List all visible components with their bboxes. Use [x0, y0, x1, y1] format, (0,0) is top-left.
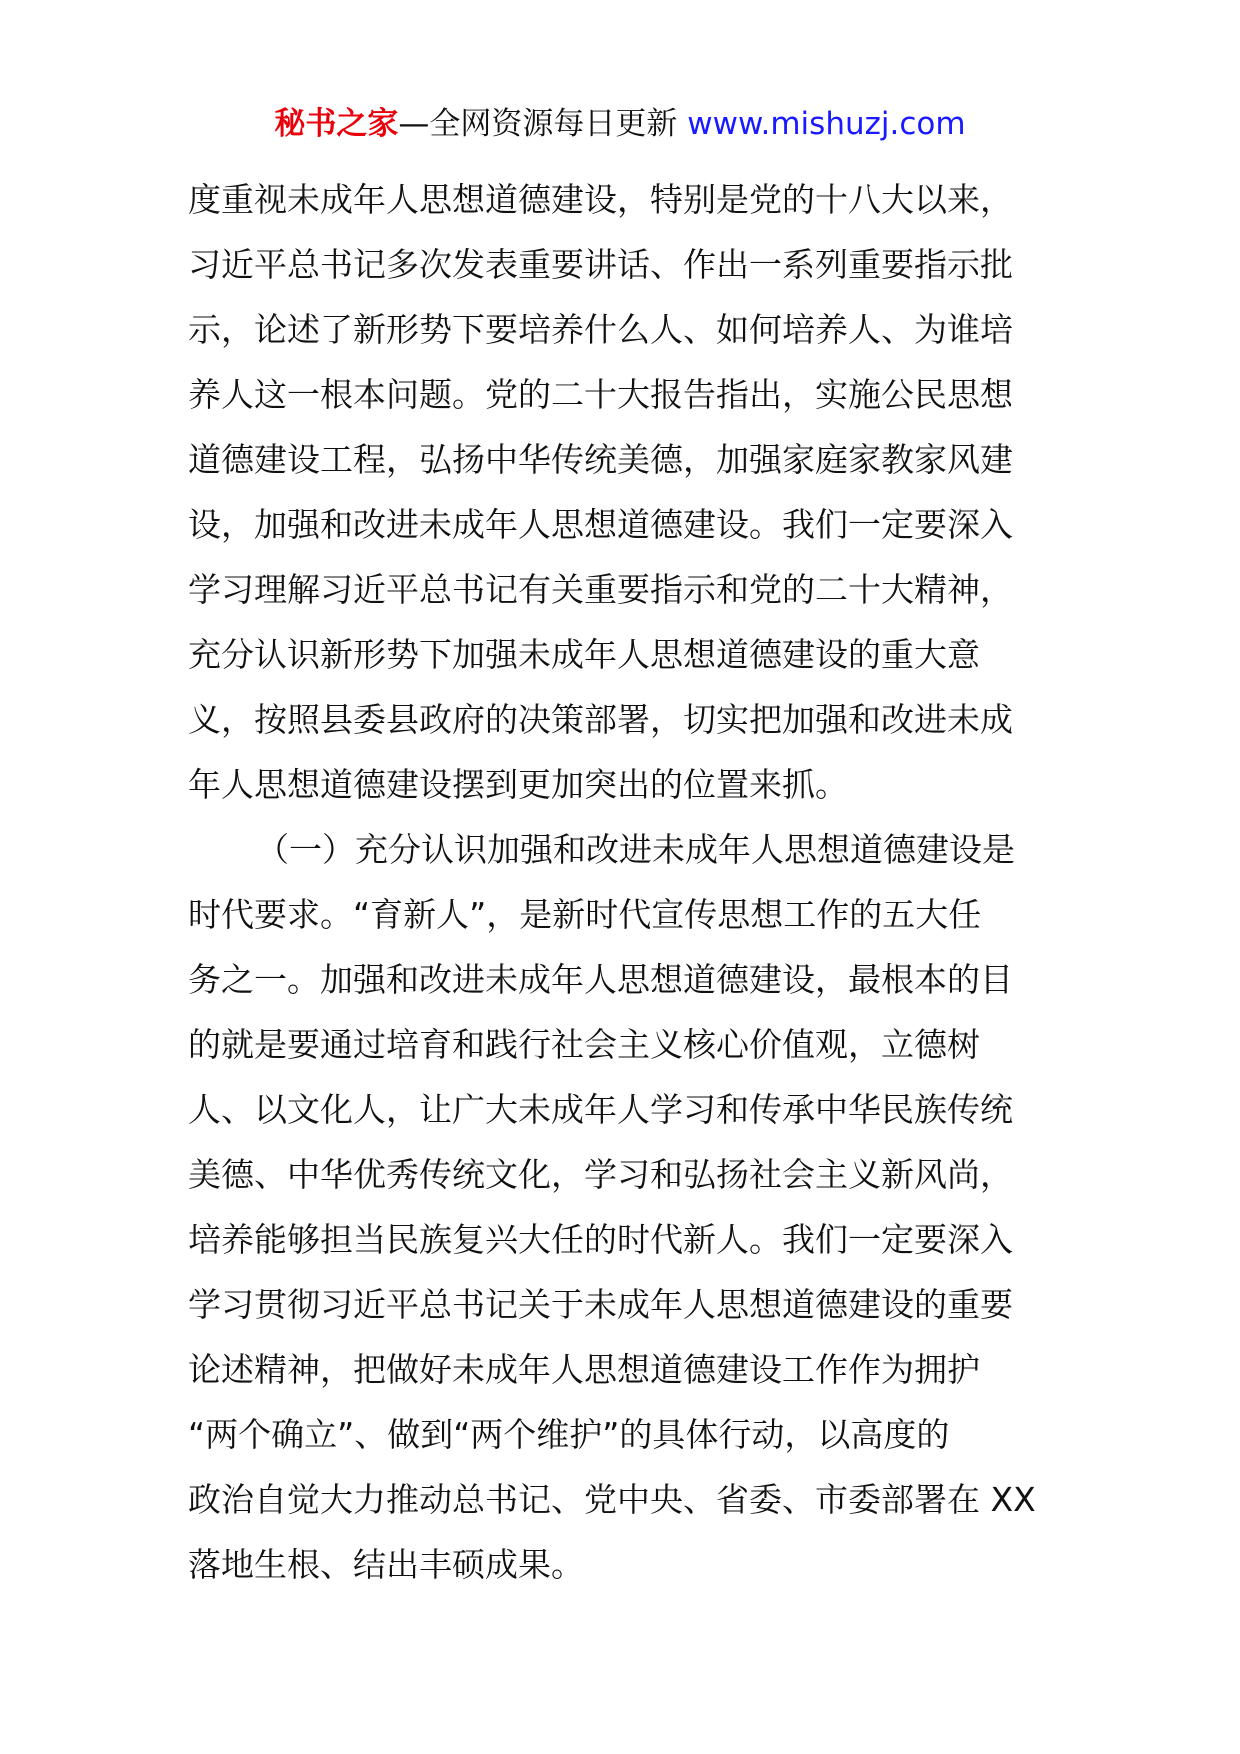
text-line: 度重视未成年人思想道德建设，特别是党的十八大以来， — [188, 180, 1013, 219]
text-line: 示，论述了新形势下要培养什么人、如何培养人、为谁培 — [188, 310, 1013, 349]
text-line: 人、以文化人，让广大未成年人学习和传承中华民族传统 — [188, 1090, 1013, 1129]
page-header — [0, 102, 1240, 146]
text-line: 充分认识新形势下加强未成年人思想道德建设的重大意 — [188, 635, 980, 674]
text-line: 务之一。加强和改进未成年人思想道德建设，最根本的目 — [188, 960, 1013, 999]
header-tagline: —全网资源每日更新 — [398, 106, 678, 142]
brand-name: 秘书之家 — [274, 106, 399, 142]
text-line: 习近平总书记多次发表重要讲话、作出一系列重要指示批 — [188, 245, 1013, 284]
text-line: 时代要求。“育新人”，是新时代宣传思想工作的五大任 — [188, 895, 982, 934]
text-line: 培养能够担当民族复兴大任的时代新人。我们一定要深入 — [188, 1220, 1013, 1259]
text-line: 养人这一根本问题。党的二十大报告指出，实施公民思想 — [188, 375, 1013, 414]
text-line: 义，按照县委县政府的决策部署，切实把加强和改进未成 — [188, 700, 1013, 739]
text-line: 学习贯彻习近平总书记关于未成年人思想道德建设的重要 — [188, 1285, 1013, 1324]
text-line: 道德建设工程，弘扬中华传统美德，加强家庭家教家风建 — [188, 440, 1013, 479]
text-line: 政治自觉大力推动总书记、党中央、省委、市委部署在 XX — [188, 1480, 1036, 1519]
text-line: 的就是要通过培育和践行社会主义核心价值观，立德树 — [188, 1025, 980, 1064]
text-line: “两个确立”、做到“两个维护”的具体行动，以高度的 — [188, 1415, 950, 1454]
text-line: 落地生根、结出丰硕成果。 — [188, 1545, 584, 1584]
text-line: 论述精神，把做好未成年人思想道德建设工作作为拥护 — [188, 1350, 980, 1389]
document-body — [188, 167, 1058, 1597]
text-line: 设，加强和改进未成年人思想道德建设。我们一定要深入 — [188, 505, 1013, 544]
text-line: 美德、中华优秀传统文化，学习和弘扬社会主义新风尚， — [188, 1155, 1013, 1194]
site-url-link[interactable]: www.mishuzj.com — [687, 106, 966, 142]
text-line: 年人思想道德建设摆到更加突出的位置来抓。 — [188, 765, 848, 804]
text-line: 学习理解习近平总书记有关重要指示和党的二十大精神， — [188, 570, 1013, 609]
section-heading-line: （一）充分认识加强和改进未成年人思想道德建设是 — [256, 830, 1015, 869]
